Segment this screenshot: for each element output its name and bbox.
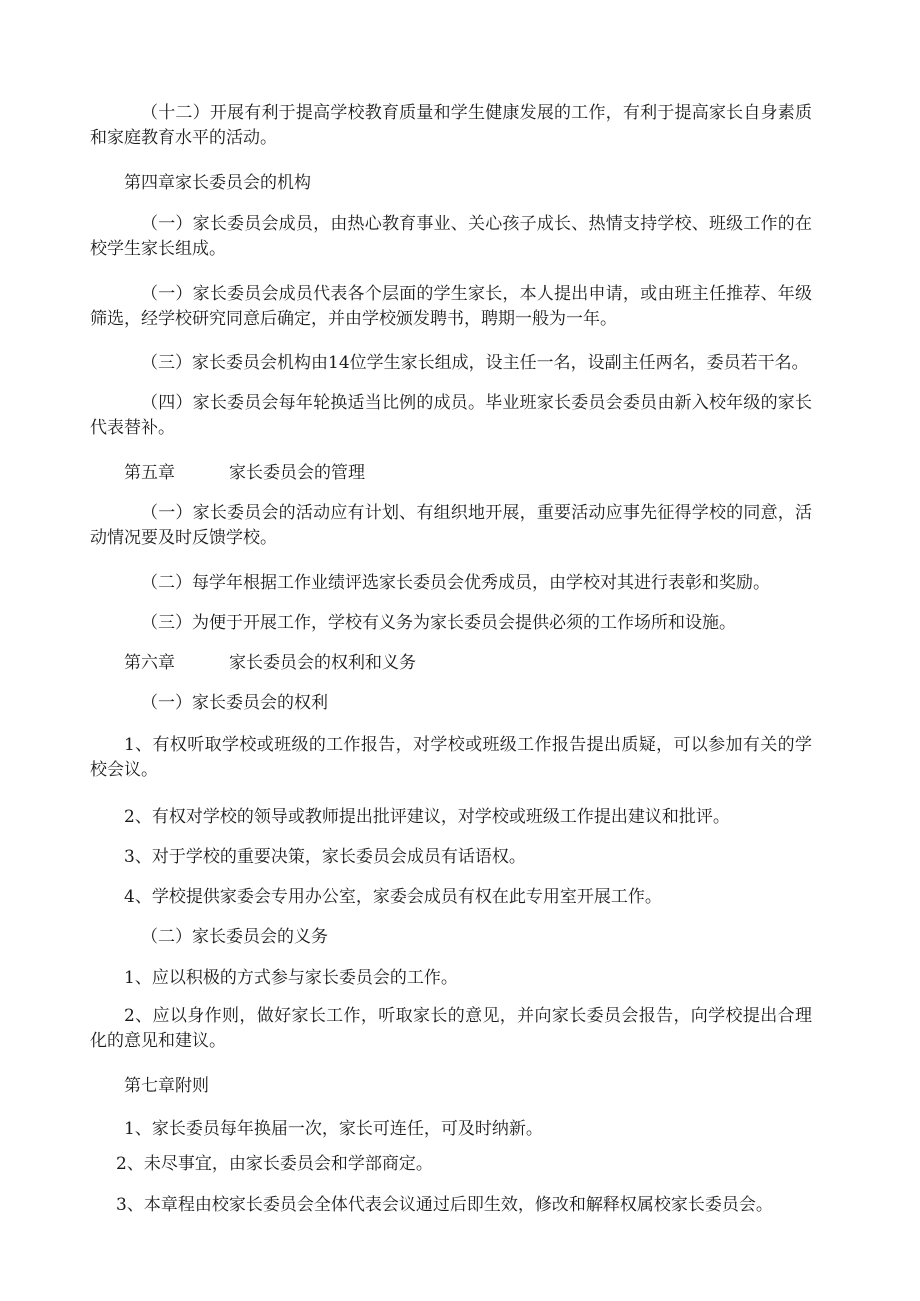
chapter-five-item-2: （二）每学年根据工作业绩评选家长委员会优秀成员，由学校对其进行表彰和奖励。: [141, 573, 770, 593]
chapter-five-item-3: （三）为便于开展工作，学校有义务为家长委员会提供必须的工作场所和设施。: [141, 613, 736, 633]
rights-subheading: （一）家长委员会的权利: [141, 693, 328, 713]
duties-subheading: （二）家长委员会的义务: [141, 927, 328, 947]
paragraph-twelve: （十二）开展有利于提高学校教育质量和学生健康发展的工作，有利于提高家长自身素质和家庭教育水平的活动。: [90, 103, 812, 148]
chapter-seven-item-2: 2、未尽事宜，由家长委员会和学部商定。: [116, 1154, 433, 1174]
chapter-four-item-2: （一）家长委员会成员代表各个层面的学生家长，本人提出申请，或由班主任推荐、年级筛选，经学校研究同意后确定，并由学校颁发聘书，聘期一般为一年。: [90, 284, 812, 329]
chapter-seven-heading: 第七章附则: [124, 1076, 209, 1096]
rights-item-1: 1、有权听取学校或班级的工作报告，对学校或班级工作报告提出质疑，可以参加有关的学校会议。: [90, 735, 812, 780]
duties-item-2: 2、应以身作则，做好家长工作，听取家长的意见，并向家长委员会报告，向学校提出合理化的意见和建议。: [90, 1006, 812, 1051]
rights-item-4: 4、学校提供家委会专用办公室，家委会成员有权在此专用室开展工作。: [124, 887, 662, 907]
chapter-seven-item-3: 3、本章程由校家长委员会全体代表会议通过后即生效，修改和解释权属校家长委员会。: [116, 1195, 773, 1215]
chapter-five-item-1: （一）家长委员会的活动应有计划、有组织地开展，重要活动应事先征得学校的同意，活动情况要及时反馈学校。: [90, 503, 812, 548]
chapter-four-item-4: （四）家长委员会每年轮换适当比例的成员。毕业班家长委员会委员由新入校年级的家长代表替补。: [90, 393, 812, 438]
chapter-five-heading: 第五章 家长委员会的管理: [124, 463, 366, 483]
duties-item-1: 1、应以积极的方式参与家长委员会的工作。: [124, 968, 458, 988]
chapter-four-item-1: （一）家长委员会成员，由热心教育事业、关心孩子成长、热情支持学校、班级工作的在校学生家长组成。: [90, 214, 812, 259]
rights-item-3: 3、对于学校的重要决策，家长委员会成员有话语权。: [124, 847, 526, 867]
rights-item-2: 2、有权对学校的领导或教师提出批评建议，对学校或班级工作提出建议和批评。: [124, 807, 730, 827]
chapter-four-heading: 第四章家长委员会的机构: [124, 173, 311, 193]
chapter-six-heading: 第六章 家长委员会的权利和义务: [124, 653, 417, 673]
chapter-seven-item-1: 1、家长委员每年换届一次，家长可连任，可及时纳新。: [124, 1119, 543, 1139]
chapter-four-item-3: （三）家长委员会机构由14位学生家长组成，设主任一名，设副主任两名，委员若干名。: [141, 353, 809, 373]
